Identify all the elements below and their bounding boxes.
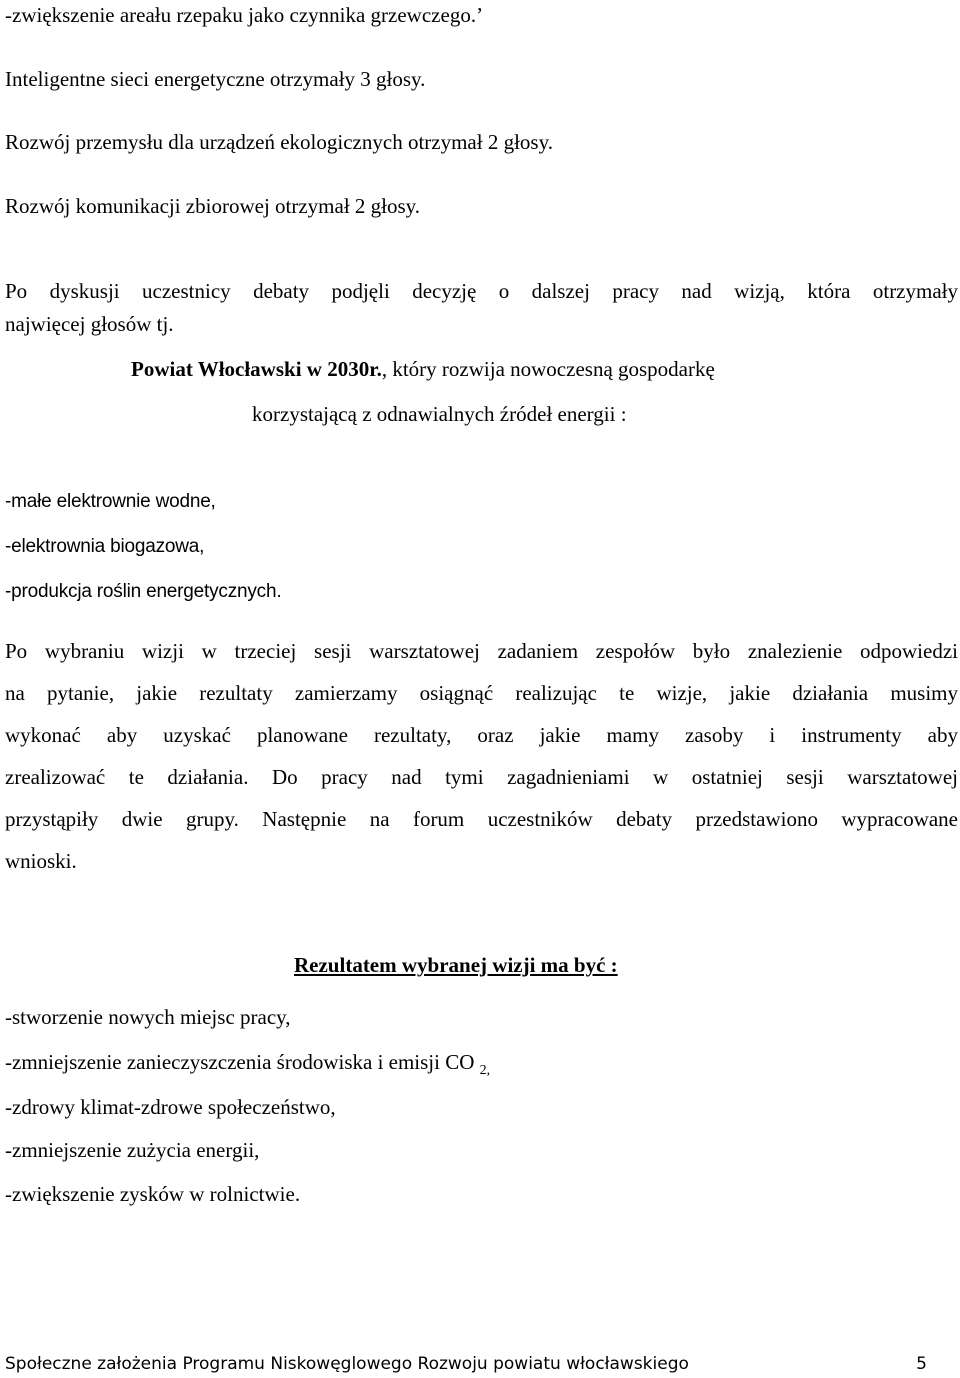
vision-statement: [131, 356, 715, 382]
vision-title: Powiat Włocławski w 2030r.: [131, 357, 382, 381]
intro-line: -zwiększenie areału rzepaku jako czynnika grzewczego.’: [5, 3, 484, 27]
result-item: -zwiększenie zysków w rolnictwie.: [5, 1182, 301, 1206]
footer-title: Społeczne założenia Programu Niskowęglowego Rozwoju powiatu włocławskiego: [5, 1354, 689, 1374]
discussion-line: najwięcej głosów tj.: [5, 312, 174, 336]
vision-item: -elektrownia biogazowa,: [5, 536, 205, 557]
paragraph-line: na pytanie, jakie rezultaty zamierzamy osiągnąć realizując te wizje, jakie działania musimy: [5, 681, 958, 705]
result-item: -stworzenie nowych miejsc pracy,: [5, 1005, 291, 1029]
intro-line: Inteligentne sieci energetyczne otrzymały 3 głosy.: [5, 67, 426, 91]
paragraph-line: wykonać aby uzyskać planowane rezultaty, oraz jakie mamy zasoby i instrumenty aby: [5, 723, 958, 747]
vision-item: -produkcja roślin energetycznych.: [5, 581, 282, 602]
vision-text-line2: korzystającą z odnawialnych źródeł energii :: [252, 402, 627, 426]
paragraph-line: zrealizować te działania. Do pracy nad tymi zagadnieniami w ostatniej sesji warsztatowej: [5, 765, 958, 789]
subscript: 2,: [479, 1063, 491, 1078]
results-heading: Rezultatem wybranej wizji ma być :: [294, 953, 618, 977]
paragraph-line: Po wybraniu wizji w trzeciej sesji warsztatowej zadaniem zespołów było znalezienie odpowiedzi: [5, 639, 958, 663]
vision-item: -małe elektrownie wodne,: [5, 491, 216, 512]
page-number: 5: [916, 1354, 927, 1374]
result-item: [5, 1049, 490, 1084]
discussion-line: Po dyskusji uczestnicy debaty podjęli decyzję o dalszej pracy nad wizją, która otrzymały: [5, 279, 958, 303]
vision-text: , który rozwija nowoczesną gospodarkę: [381, 357, 715, 381]
result-item: -zmniejszenie zużycia energii,: [5, 1138, 260, 1162]
page-footer: [5, 1352, 927, 1376]
paragraph-line: wnioski.: [5, 849, 77, 873]
paragraph-line: przystąpiły dwie grupy. Następnie na forum uczestników debaty przedstawiono wypracowane: [5, 807, 958, 831]
result-item: -zdrowy klimat-zdrowe społeczeństwo,: [5, 1095, 336, 1119]
intro-line: Rozwój przemysłu dla urządzeń ekologicznych otrzymał 2 głosy.: [5, 130, 553, 154]
result-item-text: -zmniejszenie zanieczyszczenia środowiska i emisji CO: [5, 1050, 480, 1074]
intro-line: Rozwój komunikacji zbiorowej otrzymał 2 głosy.: [5, 194, 421, 218]
